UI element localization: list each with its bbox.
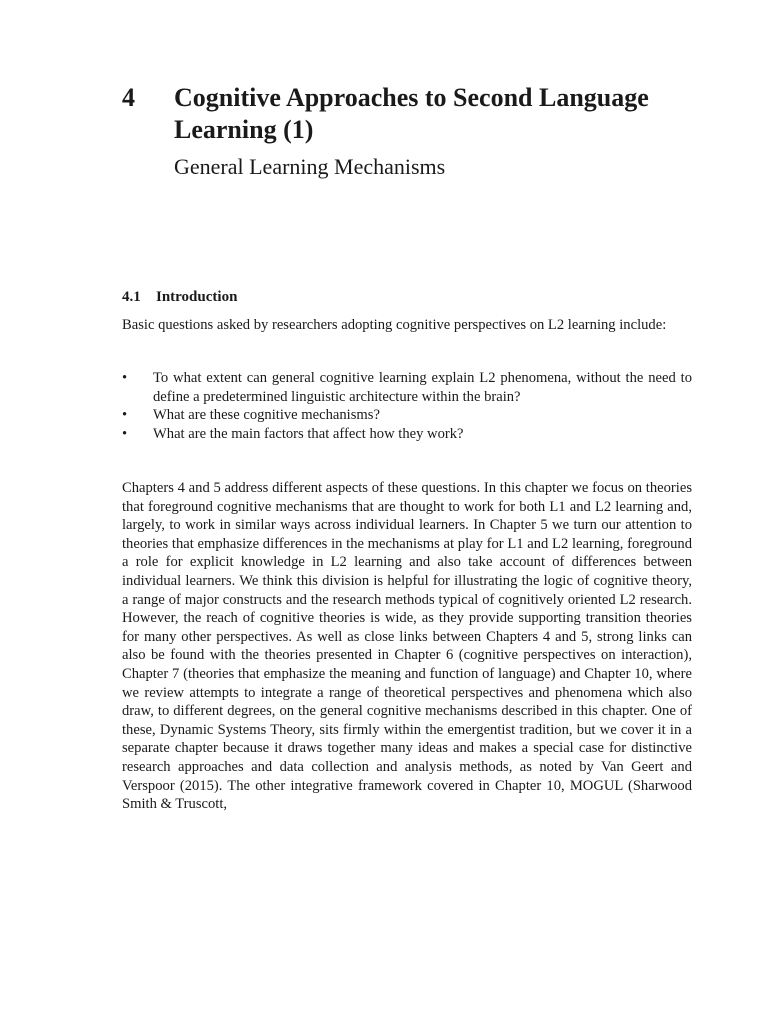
list-item	[122, 406, 692, 425]
chapter-subtitle: General Learning Mechanisms	[174, 154, 446, 179]
list-item-text: To what extent can general cognitive learning explain L2 phenomena, without the need to define a predetermined linguistic architecture within the brain?	[153, 370, 692, 405]
chapter-title: Cognitive Approaches to Second Language Learning (1)	[174, 83, 649, 144]
chapter-number: 4	[122, 83, 135, 112]
list-item	[122, 425, 692, 444]
bullet-icon: •	[122, 370, 128, 386]
section-number: 4.1	[122, 289, 141, 305]
section-title: Introduction	[156, 289, 238, 305]
bullet-icon: •	[122, 407, 128, 424]
list-item-text: What are the main factors that affect how they work?	[153, 425, 464, 442]
list-item-text: What are these cognitive mechanisms?	[153, 407, 380, 424]
section-heading	[122, 288, 237, 306]
question-list	[122, 369, 692, 443]
body-paragraph: Chapters 4 and 5 address different aspects of these questions. In this chapter we focus on theories that foreground cognitive mechanisms that are thought to work for both L1 and L2 learning and, largely, to work in similar ways across individual learners. In Chapter 5 we turn our attention to theories that emphasize differences in the mechanisms at play for L1 and L2 learning, foreground a role for explicit knowledge in L2 learning and also take account of differences between individual learners. We think this division is helpful for illustrating the logic of cognitive theory, a range of major constructs and the research methods typical of cognitively oriented L2 research. However, the reach of cognitive theories is wide, as they provide supporting transition theories for many other perspectives. As well as close links between Chapters 4 and 5, strong links can also be found with the theories presented in Chapter 6 (cognitive perspectives on interaction), Chapter 7 (theories that emphasize the meaning and function of language) and Chapter 10, where we review attempts to integrate a range of theoretical perspectives and phenomena which also draw, to different degrees, on the general cognitive mechanisms described in this chapter. One of these, Dynamic Systems Theory, sits firmly within the emergentist tradition, but we cover it in a separate chapter because it draws together many ideas and makes a special case for distinctive research approaches and data collection and analysis methods, as noted by Van Geert and Verspoor (2015). The other integrative framework covered in Chapter 10, MOGUL (Sharwood Smith & Truscott,	[122, 480, 692, 813]
intro-paragraph: Basic questions asked by researchers adopting cognitive perspectives on L2 learning include:	[122, 317, 667, 333]
list-item	[122, 369, 692, 406]
bullet-icon: •	[122, 425, 128, 442]
